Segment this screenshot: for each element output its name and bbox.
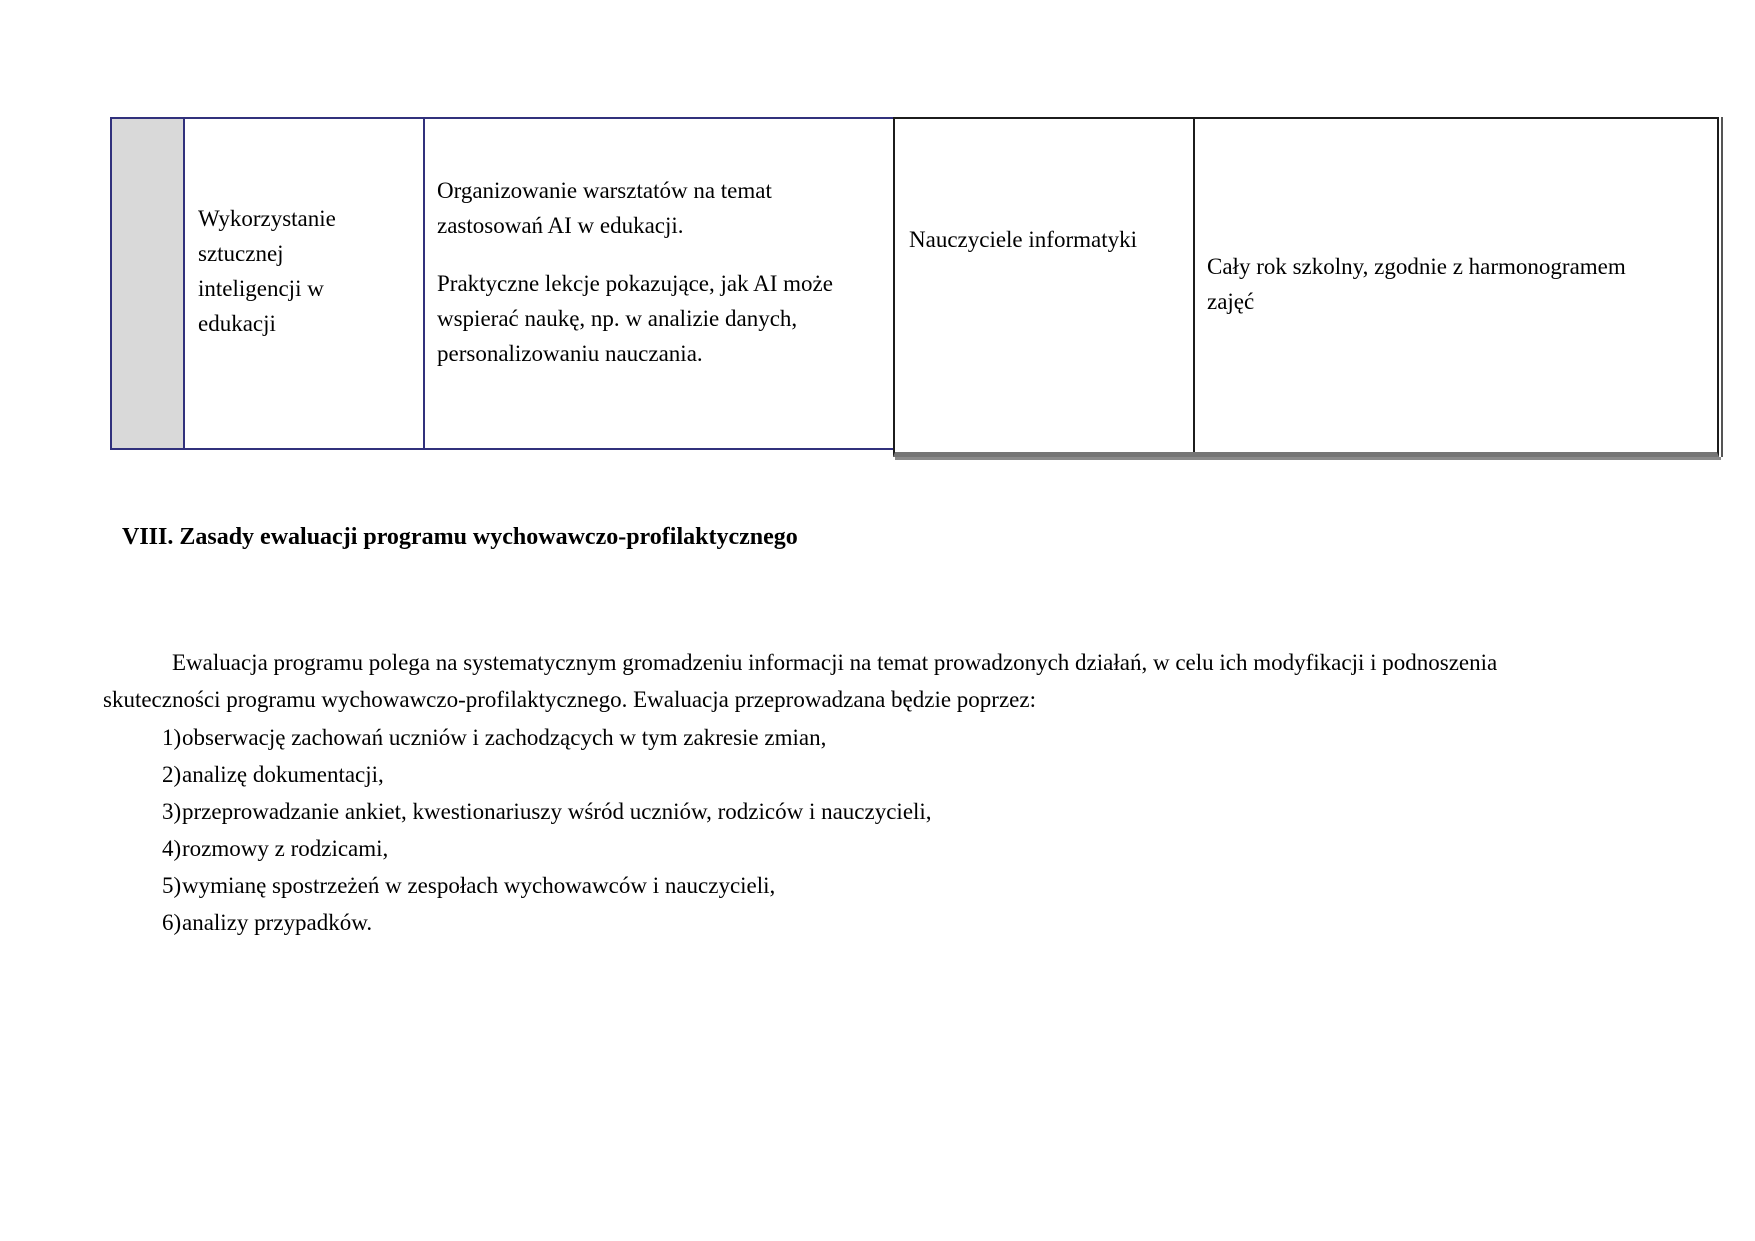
program-table-left xyxy=(110,117,897,450)
list-item-text: wymianę spostrzeżeń w zespołach wychowawców i nauczycieli, xyxy=(182,873,776,898)
program-table-right xyxy=(893,117,1719,457)
topic-line: Wykorzystanie xyxy=(198,205,336,231)
paragraph-line: skuteczności programu wychowawczo-profilaktycznego. Ewaluacja przeprowadzana będzie poprzez: xyxy=(103,687,1036,712)
table-cell-responsible xyxy=(895,119,1195,452)
table-cell-marker xyxy=(112,119,185,448)
list-item xyxy=(162,763,932,787)
list-item xyxy=(162,800,932,824)
section-heading: VIII. Zasady ewaluacji programu wychowawczo-profilaktycznego xyxy=(122,524,798,550)
list-item xyxy=(162,874,932,898)
list-item-text: analizę dokumentacji, xyxy=(182,762,384,787)
list-item-number: 1) xyxy=(162,725,182,750)
actions-line: personalizowaniu nauczania. xyxy=(437,340,703,366)
list-item xyxy=(162,726,932,750)
evaluation-paragraph xyxy=(103,644,1683,718)
list-item-number: 4) xyxy=(162,836,182,861)
list-item-text: analizy przypadków. xyxy=(182,910,373,935)
list-item-number: 2) xyxy=(162,762,182,787)
timeline-line: zajęć xyxy=(1207,288,1255,314)
actions-paragraph-2 xyxy=(437,266,885,371)
actions-paragraph-1 xyxy=(437,173,885,243)
table-cell-topic xyxy=(185,119,425,448)
evaluation-methods-list xyxy=(162,726,932,948)
list-item-number: 5) xyxy=(162,873,182,898)
list-item-number: 3) xyxy=(162,799,182,824)
timeline-line: Cały rok szkolny, zgodnie z harmonogramem xyxy=(1207,253,1626,279)
list-item xyxy=(162,837,932,861)
table-cell-actions xyxy=(425,119,895,448)
responsible-text: Nauczyciele informatyki xyxy=(909,227,1137,252)
actions-line: wspierać naukę, np. w analizie danych, xyxy=(437,305,798,331)
actions-line: Organizowanie warsztatów na temat xyxy=(437,177,772,203)
topic-line: edukacji xyxy=(198,310,276,336)
actions-line: Praktyczne lekcje pokazujące, jak AI może xyxy=(437,270,833,296)
topic-line: sztucznej xyxy=(198,240,284,266)
topic-line: inteligencji w xyxy=(198,275,324,301)
paragraph-line: Ewaluacja programu polega na systematycznym gromadzeniu informacji na temat prowadzonych działań, w celu ich modyfikacji i podnoszenia xyxy=(172,650,1498,675)
list-item-text: rozmowy z rodzicami, xyxy=(182,836,389,861)
list-item xyxy=(162,911,932,935)
list-item-text: obserwację zachowań uczniów i zachodzących w tym zakresie zmian, xyxy=(182,725,827,750)
table-cell-timeline xyxy=(1195,119,1717,452)
list-item-text: przeprowadzanie ankiet, kwestionariuszy wśród uczniów, rodziców i nauczycieli, xyxy=(182,799,932,824)
actions-line: zastosowań AI w edukacji. xyxy=(437,212,684,238)
list-item-number: 6) xyxy=(162,910,182,935)
